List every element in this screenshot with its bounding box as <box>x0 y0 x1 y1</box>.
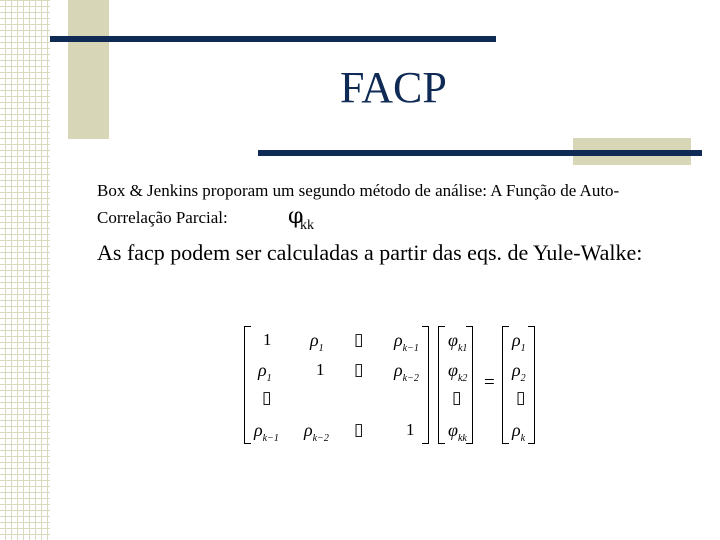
matrix-cell-4-1: $\rho_{k-1}$ <box>254 420 279 444</box>
vector-rho-bracket-open <box>502 326 509 444</box>
left-decorative-grid <box>0 0 50 540</box>
vector-rho-bracket-close <box>528 326 535 444</box>
matrix-cell-1-3: ▯ <box>354 330 364 349</box>
phi-symbol: φ <box>288 204 304 229</box>
matrix-cell-2-2: 1 <box>316 360 325 379</box>
matrix-cell-4-2: $\rho_{k-2}$ <box>304 420 329 444</box>
rho-vector-4: $\rho_k$ <box>512 420 526 444</box>
matrix-cell-3-1: ▯ <box>262 388 272 407</box>
matrix-cell-1-4: $\rho_{k-1}$ <box>394 330 419 354</box>
body-line-1: Box & Jenkins proporam um segundo método de análise: A Função de Auto- <box>97 181 620 200</box>
matrix-cell-4-4: 1 <box>406 420 415 439</box>
title-bar-top <box>50 36 496 42</box>
phi-subscript: kk <box>300 218 314 233</box>
matrix-cell-4-3: ▯ <box>354 420 364 439</box>
body-line-3: As facp podem ser calculadas a partir das eqs. de Yule-Walke: <box>97 240 643 265</box>
matrix-left-bracket-open <box>244 326 251 444</box>
body-line-2: Correlação Parcial: <box>97 208 228 227</box>
rho-vector-3: ▯ <box>516 388 526 407</box>
vector-phi-bracket-open <box>438 326 445 444</box>
matrix-cell-2-4: $\rho_{k-2}$ <box>394 360 419 384</box>
phi-vector-1: $\varphi_{k1}$ <box>448 330 468 354</box>
matrix-cell-2-1: $\rho_1$ <box>258 360 272 384</box>
title-bar-bottom <box>258 150 702 156</box>
decorative-block-top <box>68 0 109 139</box>
phi-vector-3: ▯ <box>452 388 462 407</box>
matrix-cell-1-2: $\rho_1$ <box>310 330 324 354</box>
matrix-left-bracket-close <box>422 326 429 444</box>
rho-vector-1: $\rho_1$ <box>512 330 526 354</box>
slide-title: FACP <box>340 63 447 112</box>
phi-vector-4: $\varphi_{kk}$ <box>448 420 467 444</box>
equals-sign: = <box>484 372 495 393</box>
phi-vector-2: $\varphi_{k2}$ <box>448 360 468 384</box>
matrix-cell-2-3: ▯ <box>354 360 364 379</box>
matrix-cell-1-1: 1 <box>263 330 272 349</box>
rho-vector-2: $\rho_2$ <box>512 360 526 384</box>
